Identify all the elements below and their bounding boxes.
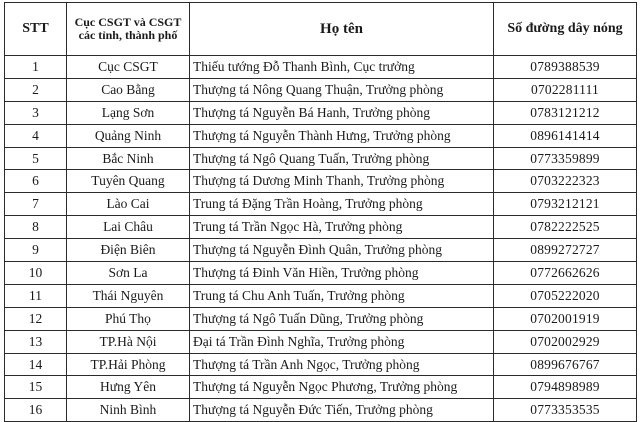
row-department-cell: Bắc Ninh xyxy=(67,147,190,170)
row-stt-cell: 3 xyxy=(5,101,67,124)
row-stt-cell: 7 xyxy=(5,193,67,216)
row-department-cell: Tuyên Quang xyxy=(67,170,190,193)
row-name-cell: Trung tá Đặng Trần Hoàng, Trưởng phòng xyxy=(190,193,494,216)
row-department-cell: Cao Bằng xyxy=(67,78,190,101)
row-department-cell: Quảng Ninh xyxy=(67,124,190,147)
table-row xyxy=(5,262,637,285)
row-hotline-cell: 0899272727 xyxy=(494,239,637,262)
table-row xyxy=(5,307,637,330)
row-hotline-cell: 0705222020 xyxy=(494,284,637,307)
table-row xyxy=(5,239,637,262)
row-stt-cell: 13 xyxy=(5,330,67,353)
table-row xyxy=(5,101,637,124)
row-name-cell: Thiếu tướng Đỗ Thanh Bình, Cục trưởng xyxy=(190,56,494,79)
row-hotline-cell: 0789388539 xyxy=(494,56,637,79)
row-name-cell: Thượng tá Trần Anh Ngọc, Trưởng phòng xyxy=(190,353,494,376)
hotline-table xyxy=(4,2,637,422)
row-stt-cell: 16 xyxy=(5,399,67,422)
row-name-cell: Thượng tá Nguyễn Ngọc Phương, Trưởng phòng xyxy=(190,376,494,399)
row-department-cell: Sơn La xyxy=(67,262,190,285)
row-department-cell: Lai Châu xyxy=(67,216,190,239)
row-name-cell: Thượng tá Nguyễn Đức Tiến, Trưởng phòng xyxy=(190,399,494,422)
row-department-cell: Thái Nguyên xyxy=(67,284,190,307)
row-stt-cell: 4 xyxy=(5,124,67,147)
row-hotline-cell: 0702001919 xyxy=(494,307,637,330)
row-hotline-cell: 0793212121 xyxy=(494,193,637,216)
row-hotline-cell: 0773353535 xyxy=(494,399,637,422)
row-name-cell: Thượng tá Nông Quang Thuận, Trưởng phòng xyxy=(190,78,494,101)
row-stt-cell: 12 xyxy=(5,307,67,330)
row-stt-cell: 5 xyxy=(5,147,67,170)
table-row xyxy=(5,376,637,399)
row-hotline-cell: 0703222323 xyxy=(494,170,637,193)
row-hotline-cell: 0702281111 xyxy=(494,78,637,101)
table-row xyxy=(5,193,637,216)
table-row xyxy=(5,216,637,239)
header-hotline: Số đường dây nóng xyxy=(494,3,637,56)
row-stt-cell: 11 xyxy=(5,284,67,307)
row-department-cell: Lào Cai xyxy=(67,193,190,216)
row-hotline-cell: 0702002929 xyxy=(494,330,637,353)
row-stt-cell: 2 xyxy=(5,78,67,101)
row-stt-cell: 8 xyxy=(5,216,67,239)
row-hotline-cell: 0783121212 xyxy=(494,101,637,124)
header-stt: STT xyxy=(5,3,67,56)
table-row xyxy=(5,147,637,170)
row-name-cell: Đại tá Trần Đình Nghĩa, Trưởng phòng xyxy=(190,330,494,353)
header-full-name: Họ tên xyxy=(190,3,494,56)
row-name-cell: Thượng tá Ngô Quang Tuấn, Trưởng phòng xyxy=(190,147,494,170)
table-row xyxy=(5,399,637,422)
row-stt-cell: 9 xyxy=(5,239,67,262)
row-stt-cell: 10 xyxy=(5,262,67,285)
row-stt-cell: 6 xyxy=(5,170,67,193)
row-hotline-cell: 0782222525 xyxy=(494,216,637,239)
row-hotline-cell: 0794898989 xyxy=(494,376,637,399)
table-body xyxy=(5,56,637,422)
row-name-cell: Thượng tá Dương Minh Thanh, Trưởng phòng xyxy=(190,170,494,193)
row-department-cell: Phú Thọ xyxy=(67,307,190,330)
table-row xyxy=(5,353,637,376)
row-department-cell: Hưng Yên xyxy=(67,376,190,399)
row-name-cell: Trung tá Trần Ngọc Hà, Trưởng phòng xyxy=(190,216,494,239)
row-hotline-cell: 0899676767 xyxy=(494,353,637,376)
table-row xyxy=(5,330,637,353)
row-name-cell: Trung tá Chu Anh Tuấn, Trưởng phòng xyxy=(190,284,494,307)
table-row xyxy=(5,78,637,101)
row-hotline-cell: 0773359899 xyxy=(494,147,637,170)
row-department-cell: Lạng Sơn xyxy=(67,101,190,124)
row-department-cell: TP.Hà Nội xyxy=(67,330,190,353)
row-department-cell: Ninh Bình xyxy=(67,399,190,422)
row-name-cell: Thượng tá Đinh Văn Hiền, Trưởng phòng xyxy=(190,262,494,285)
header-department: Cục CSGT và CSGT các tỉnh, thành phố xyxy=(67,3,190,56)
row-hotline-cell: 0772662626 xyxy=(494,262,637,285)
table-row xyxy=(5,56,637,79)
table-row xyxy=(5,284,637,307)
table-row xyxy=(5,170,637,193)
row-name-cell: Thượng tá Nguyễn Đình Quân, Trưởng phòng xyxy=(190,239,494,262)
row-department-cell: TP.Hải Phòng xyxy=(67,353,190,376)
row-stt-cell: 1 xyxy=(5,56,67,79)
table-header-row xyxy=(5,3,637,56)
row-stt-cell: 14 xyxy=(5,353,67,376)
row-name-cell: Thượng tá Nguyễn Thành Hưng, Trưởng phòng xyxy=(190,124,494,147)
table-row xyxy=(5,124,637,147)
row-name-cell: Thượng tá Ngô Tuấn Dũng, Trưởng phòng xyxy=(190,307,494,330)
row-department-cell: Cục CSGT xyxy=(67,56,190,79)
row-hotline-cell: 0896141414 xyxy=(494,124,637,147)
row-department-cell: Điện Biên xyxy=(67,239,190,262)
row-stt-cell: 15 xyxy=(5,376,67,399)
row-name-cell: Thượng tá Nguyễn Bá Hanh, Trưởng phòng xyxy=(190,101,494,124)
